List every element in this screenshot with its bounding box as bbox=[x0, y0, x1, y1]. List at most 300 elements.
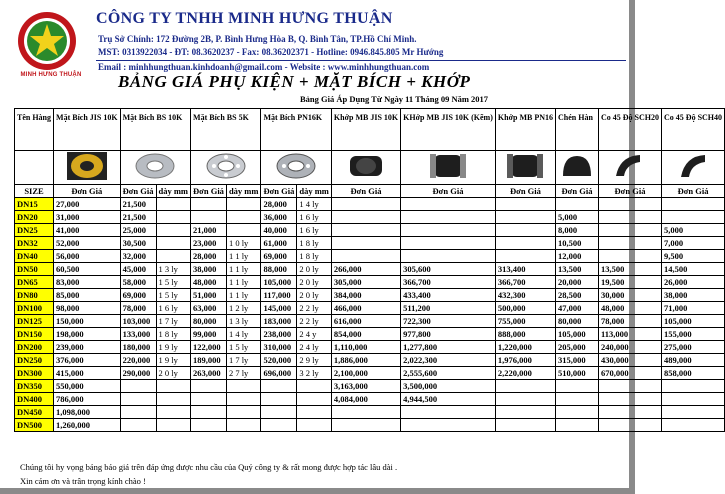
price-cell: 7,000 bbox=[662, 237, 725, 250]
sub-header-size: SIZE bbox=[15, 185, 54, 198]
thickness-cell bbox=[226, 211, 261, 224]
price-cell bbox=[495, 406, 555, 419]
thickness-cell: 1 1 ly bbox=[226, 276, 261, 289]
sub-header-row bbox=[15, 185, 725, 198]
price-cell: 489,000 bbox=[662, 354, 725, 367]
price-cell: 376,000 bbox=[54, 354, 121, 367]
size-cell: DN150 bbox=[15, 328, 54, 341]
price-cell: 99,000 bbox=[191, 328, 227, 341]
price-table bbox=[14, 108, 725, 432]
price-cell: 670,000 bbox=[599, 367, 662, 380]
company-email: Email : minhhungthuan.kinhdoanh@gmail.com - Website : www.minhhungthuan.com bbox=[98, 62, 430, 72]
price-cell: 40,000 bbox=[261, 224, 297, 237]
price-cell: 80,000 bbox=[556, 315, 599, 328]
price-cell: 2,555,600 bbox=[401, 367, 496, 380]
price-cell: 1,260,000 bbox=[54, 419, 121, 432]
price-cell bbox=[662, 380, 725, 393]
price-cell bbox=[495, 237, 555, 250]
price-cell bbox=[191, 393, 227, 406]
price-cell bbox=[599, 237, 662, 250]
thickness-cell: 1 9 ly bbox=[156, 341, 191, 354]
price-cell: 183,000 bbox=[261, 315, 297, 328]
company-contact: MST: 0313922034 - ĐT: 08.3620237 - Fax: 08.36202371 - Hotline: 0946.845.805 Mr Hướng bbox=[98, 47, 444, 57]
col-header-khop-jis10k-kem: KHớp MB JIS 10K (Kẽm) bbox=[401, 109, 496, 151]
thickness-cell bbox=[226, 393, 261, 406]
price-cell: 5,000 bbox=[556, 211, 599, 224]
table-row bbox=[15, 224, 725, 237]
thickness-cell bbox=[226, 406, 261, 419]
table-row bbox=[15, 380, 725, 393]
sub-header: dày mm bbox=[156, 185, 191, 198]
thickness-cell: 1 4 ly bbox=[226, 328, 261, 341]
price-cell bbox=[331, 406, 400, 419]
price-cell bbox=[261, 393, 297, 406]
price-cell bbox=[401, 406, 496, 419]
price-cell: 205,000 bbox=[556, 341, 599, 354]
price-cell: 36,000 bbox=[261, 211, 297, 224]
thickness-cell: 1 4 ly bbox=[297, 198, 332, 211]
price-cell bbox=[599, 198, 662, 211]
weld-cap-image bbox=[556, 151, 599, 185]
size-cell: DN100 bbox=[15, 302, 54, 315]
price-cell: 305,600 bbox=[401, 263, 496, 276]
price-cell: 83,000 bbox=[54, 276, 121, 289]
price-cell: 51,000 bbox=[191, 289, 227, 302]
price-cell: 60,500 bbox=[54, 263, 121, 276]
price-cell: 30,500 bbox=[120, 237, 156, 250]
price-cell bbox=[599, 250, 662, 263]
price-cell: 105,000 bbox=[662, 315, 725, 328]
col-header-pn16k: Mặt Bích PN16K bbox=[261, 109, 331, 151]
sub-header: Đơn Giá bbox=[599, 185, 662, 198]
price-rows bbox=[15, 198, 725, 432]
price-cell bbox=[495, 393, 555, 406]
price-cell: 80,000 bbox=[191, 315, 227, 328]
product-image-row bbox=[15, 151, 725, 185]
image-cell-blank bbox=[15, 151, 54, 185]
price-cell bbox=[599, 211, 662, 224]
price-cell: 150,000 bbox=[54, 315, 121, 328]
sub-header: Đơn Giá bbox=[261, 185, 297, 198]
price-cell: 180,000 bbox=[120, 341, 156, 354]
thickness-cell bbox=[226, 419, 261, 432]
price-cell: 384,000 bbox=[331, 289, 400, 302]
price-cell: 696,000 bbox=[261, 367, 297, 380]
joint-jis10k-kem-image bbox=[401, 151, 496, 185]
price-cell: 500,000 bbox=[495, 302, 555, 315]
price-cell: 1,277,800 bbox=[401, 341, 496, 354]
thickness-cell: 2 9 ly bbox=[297, 354, 332, 367]
thickness-cell: 1 1 ly bbox=[226, 263, 261, 276]
price-cell: 310,000 bbox=[261, 341, 297, 354]
thickness-cell: 1 7 ly bbox=[226, 354, 261, 367]
price-cell bbox=[495, 224, 555, 237]
size-cell: DN400 bbox=[15, 393, 54, 406]
price-cell: 122,000 bbox=[191, 341, 227, 354]
table-row bbox=[15, 250, 725, 263]
table-row bbox=[15, 419, 725, 432]
price-cell: 28,500 bbox=[556, 289, 599, 302]
table-row bbox=[15, 302, 725, 315]
price-cell: 20,000 bbox=[556, 276, 599, 289]
price-cell: 25,000 bbox=[120, 224, 156, 237]
sub-header: dày mm bbox=[297, 185, 332, 198]
sub-header: Đơn Giá bbox=[120, 185, 156, 198]
size-cell: DN350 bbox=[15, 380, 54, 393]
price-cell: 21,500 bbox=[120, 211, 156, 224]
price-cell bbox=[191, 380, 227, 393]
thickness-cell: 2 2 ly bbox=[297, 302, 332, 315]
thickness-cell bbox=[156, 250, 191, 263]
price-cell: 21,500 bbox=[120, 198, 156, 211]
price-cell: 263,000 bbox=[191, 367, 227, 380]
price-cell: 3,163,000 bbox=[331, 380, 400, 393]
table-row bbox=[15, 211, 725, 224]
price-cell: 238,000 bbox=[261, 328, 297, 341]
price-cell: 366,700 bbox=[401, 276, 496, 289]
price-cell: 105,000 bbox=[261, 276, 297, 289]
price-cell bbox=[261, 419, 297, 432]
thickness-cell: 1 7 ly bbox=[156, 315, 191, 328]
col-header-co45-sch40: Co 45 Độ SCH40 bbox=[662, 109, 725, 151]
thickness-cell: 2 2 ly bbox=[297, 315, 332, 328]
price-cell: 313,400 bbox=[495, 263, 555, 276]
price-cell bbox=[599, 419, 662, 432]
price-cell: 520,000 bbox=[261, 354, 297, 367]
price-cell: 266,000 bbox=[331, 263, 400, 276]
col-header-khop-jis10k: Khớp MB JIS 10K bbox=[331, 109, 400, 151]
thickness-cell: 2 4 ly bbox=[297, 341, 332, 354]
size-cell: DN25 bbox=[15, 224, 54, 237]
table-row bbox=[15, 276, 725, 289]
thickness-cell bbox=[156, 406, 191, 419]
price-cell: 8,000 bbox=[556, 224, 599, 237]
table-row bbox=[15, 315, 725, 328]
size-cell: DN450 bbox=[15, 406, 54, 419]
thickness-cell: 1 0 ly bbox=[226, 237, 261, 250]
elbow-sch20-image bbox=[599, 151, 662, 185]
company-address: Trụ Sở Chính: 172 Đường 2B, P. Bình Hưng Hòa B, Q. Bình Tân, TP.Hồ Chí Minh. bbox=[98, 34, 417, 44]
price-cell: 10,500 bbox=[556, 237, 599, 250]
thickness-cell: 1 6 ly bbox=[297, 224, 332, 237]
size-cell: DN250 bbox=[15, 354, 54, 367]
col-header-co45-sch20: Co 45 Độ SCH20 bbox=[599, 109, 662, 151]
size-cell: DN200 bbox=[15, 341, 54, 354]
price-cell bbox=[261, 380, 297, 393]
price-cell: 240,000 bbox=[599, 341, 662, 354]
price-cell: 23,000 bbox=[191, 237, 227, 250]
size-cell: DN65 bbox=[15, 276, 54, 289]
footer-note: Chúng tôi hy vọng bảng báo giá trên đáp ứng được nhu cầu của Quý công ty & rất mong được hợp tác lâu dài . bbox=[20, 462, 398, 472]
price-cell bbox=[401, 250, 496, 263]
price-cell bbox=[331, 198, 400, 211]
price-cell bbox=[191, 419, 227, 432]
thickness-cell: 1 8 ly bbox=[156, 328, 191, 341]
price-cell: 69,000 bbox=[120, 289, 156, 302]
price-cell: 133,000 bbox=[120, 328, 156, 341]
price-cell bbox=[599, 406, 662, 419]
price-cell: 786,000 bbox=[54, 393, 121, 406]
thickness-cell: 1 8 ly bbox=[297, 250, 332, 263]
price-cell: 366,700 bbox=[495, 276, 555, 289]
effective-date: Bảng Giá Áp Dụng Từ Ngày 11 Tháng 09 Năm 2017 bbox=[300, 94, 489, 104]
col-header-bs5k: Mặt Bích BS 5K bbox=[191, 109, 261, 151]
price-cell: 888,000 bbox=[495, 328, 555, 341]
price-cell: 85,000 bbox=[54, 289, 121, 302]
thickness-cell: 3 2 ly bbox=[297, 367, 332, 380]
company-logo bbox=[14, 10, 80, 82]
elbow-sch40-image bbox=[662, 151, 725, 185]
table-row bbox=[15, 263, 725, 276]
price-cell: 27,000 bbox=[54, 198, 121, 211]
thickness-cell: 1 1 ly bbox=[226, 250, 261, 263]
price-cell: 1,098,000 bbox=[54, 406, 121, 419]
price-cell: 61,000 bbox=[261, 237, 297, 250]
thickness-cell bbox=[156, 419, 191, 432]
price-cell bbox=[331, 237, 400, 250]
price-cell: 56,000 bbox=[54, 250, 121, 263]
thickness-cell: 1 3 ly bbox=[156, 263, 191, 276]
price-cell: 31,000 bbox=[54, 211, 121, 224]
thickness-cell: 1 5 ly bbox=[226, 341, 261, 354]
thickness-cell bbox=[156, 237, 191, 250]
price-cell: 511,200 bbox=[401, 302, 496, 315]
price-cell: 3,500,000 bbox=[401, 380, 496, 393]
price-cell: 38,000 bbox=[191, 263, 227, 276]
table-row bbox=[15, 367, 725, 380]
price-cell: 305,000 bbox=[331, 276, 400, 289]
price-cell bbox=[556, 393, 599, 406]
thickness-cell: 1 9 ly bbox=[156, 354, 191, 367]
price-cell: 63,000 bbox=[191, 302, 227, 315]
sub-header: Đơn Giá bbox=[191, 185, 227, 198]
sub-header: Đơn Giá bbox=[401, 185, 496, 198]
price-cell bbox=[191, 211, 227, 224]
price-cell: 48,000 bbox=[599, 302, 662, 315]
thickness-cell: 2 0 ly bbox=[297, 263, 332, 276]
thickness-cell: 1 2 ly bbox=[226, 302, 261, 315]
price-cell: 113,000 bbox=[599, 328, 662, 341]
thickness-cell: 2 4 y bbox=[297, 328, 332, 341]
thickness-cell: 1 8 ly bbox=[297, 237, 332, 250]
price-cell: 78,000 bbox=[120, 302, 156, 315]
price-cell bbox=[331, 211, 400, 224]
price-cell: 52,000 bbox=[54, 237, 121, 250]
size-cell: DN50 bbox=[15, 263, 54, 276]
price-cell: 117,000 bbox=[261, 289, 297, 302]
price-cell: 1,220,000 bbox=[495, 341, 555, 354]
price-cell: 854,000 bbox=[331, 328, 400, 341]
thickness-cell bbox=[156, 224, 191, 237]
header-divider bbox=[96, 60, 626, 61]
thickness-cell: 2 0 ly bbox=[156, 367, 191, 380]
star-logo-icon bbox=[14, 10, 80, 72]
table-row bbox=[15, 354, 725, 367]
price-cell: 12,000 bbox=[556, 250, 599, 263]
thickness-cell bbox=[297, 393, 332, 406]
thickness-cell bbox=[226, 380, 261, 393]
sub-header: Đơn Giá bbox=[662, 185, 725, 198]
price-cell: 26,000 bbox=[662, 276, 725, 289]
price-cell: 510,000 bbox=[556, 367, 599, 380]
thickness-cell bbox=[156, 380, 191, 393]
thickness-cell bbox=[297, 419, 332, 432]
price-cell: 13,500 bbox=[556, 263, 599, 276]
table-row bbox=[15, 406, 725, 419]
price-cell bbox=[662, 211, 725, 224]
table-row bbox=[15, 393, 725, 406]
price-cell: 858,000 bbox=[662, 367, 725, 380]
price-cell bbox=[495, 380, 555, 393]
price-cell: 58,000 bbox=[120, 276, 156, 289]
table-row bbox=[15, 328, 725, 341]
price-cell bbox=[495, 211, 555, 224]
page-title: BẢNG GIÁ PHỤ KIỆN + MẶT BÍCH + KHỚP bbox=[118, 72, 471, 91]
joint-jis10k-image bbox=[331, 151, 400, 185]
price-cell: 41,000 bbox=[54, 224, 121, 237]
price-cell: 4,084,000 bbox=[331, 393, 400, 406]
price-cell bbox=[261, 406, 297, 419]
table-row bbox=[15, 237, 725, 250]
price-cell: 616,000 bbox=[331, 315, 400, 328]
price-cell: 69,000 bbox=[261, 250, 297, 263]
thickness-cell bbox=[226, 224, 261, 237]
price-cell: 30,000 bbox=[599, 289, 662, 302]
size-cell: DN500 bbox=[15, 419, 54, 432]
company-name: CÔNG TY TNHH MINH HƯNG THUẬN bbox=[96, 10, 393, 27]
price-cell: 145,000 bbox=[261, 302, 297, 315]
price-cell bbox=[401, 211, 496, 224]
price-cell: 2,220,000 bbox=[495, 367, 555, 380]
table-header-row bbox=[15, 109, 725, 151]
price-cell: 977,800 bbox=[401, 328, 496, 341]
price-cell: 103,000 bbox=[120, 315, 156, 328]
price-cell bbox=[401, 419, 496, 432]
sub-header: dày mm bbox=[226, 185, 261, 198]
thickness-cell: 1 6 ly bbox=[156, 302, 191, 315]
thickness-cell: 2 7 ly bbox=[226, 367, 261, 380]
thickness-cell: 1 5 ly bbox=[156, 289, 191, 302]
price-cell: 550,000 bbox=[54, 380, 121, 393]
price-cell: 38,000 bbox=[662, 289, 725, 302]
price-cell: 2,100,000 bbox=[331, 367, 400, 380]
price-cell bbox=[599, 380, 662, 393]
price-cell: 45,000 bbox=[120, 263, 156, 276]
sub-header: Đơn Giá bbox=[556, 185, 599, 198]
price-cell: 5,000 bbox=[662, 224, 725, 237]
thickness-cell bbox=[226, 198, 261, 211]
price-cell: 105,000 bbox=[556, 328, 599, 341]
price-cell: 2,022,300 bbox=[401, 354, 496, 367]
price-cell bbox=[191, 198, 227, 211]
price-cell bbox=[120, 406, 156, 419]
logo-caption: MINH HƯNG THUẬN bbox=[20, 72, 82, 78]
price-cell: 32,000 bbox=[120, 250, 156, 263]
col-header-jis10k: Mặt Bích JIS 10K bbox=[54, 109, 121, 151]
price-cell bbox=[120, 419, 156, 432]
price-cell bbox=[662, 419, 725, 432]
price-cell bbox=[556, 419, 599, 432]
price-cell bbox=[556, 198, 599, 211]
size-cell: DN125 bbox=[15, 315, 54, 328]
price-cell: 47,000 bbox=[556, 302, 599, 315]
price-cell bbox=[662, 406, 725, 419]
table-row bbox=[15, 341, 725, 354]
size-cell: DN15 bbox=[15, 198, 54, 211]
size-cell: DN40 bbox=[15, 250, 54, 263]
price-cell: 98,000 bbox=[54, 302, 121, 315]
flange-steel-image bbox=[120, 151, 190, 185]
thickness-cell bbox=[156, 198, 191, 211]
thickness-cell: 2 0 ly bbox=[297, 289, 332, 302]
price-cell bbox=[599, 393, 662, 406]
price-cell: 1,976,000 bbox=[495, 354, 555, 367]
col-header-chen-han: Chén Hàn bbox=[556, 109, 599, 151]
price-cell: 19,500 bbox=[599, 276, 662, 289]
price-cell: 432,300 bbox=[495, 289, 555, 302]
price-cell bbox=[120, 393, 156, 406]
price-cell: 21,000 bbox=[191, 224, 227, 237]
thickness-cell: 1 5 ly bbox=[156, 276, 191, 289]
price-cell bbox=[662, 393, 725, 406]
size-cell: DN20 bbox=[15, 211, 54, 224]
price-cell: 415,000 bbox=[54, 367, 121, 380]
price-cell bbox=[401, 198, 496, 211]
footer-thanks: Xin cám ơn và trân trọng kính chào ! bbox=[20, 476, 146, 486]
price-cell bbox=[331, 224, 400, 237]
price-cell bbox=[495, 419, 555, 432]
thickness-cell bbox=[297, 380, 332, 393]
thickness-cell bbox=[297, 406, 332, 419]
joint-pn16-image bbox=[495, 151, 555, 185]
thickness-cell: 1 3 ly bbox=[226, 315, 261, 328]
price-cell bbox=[120, 380, 156, 393]
price-cell: 315,000 bbox=[556, 354, 599, 367]
price-cell: 1,110,000 bbox=[331, 341, 400, 354]
price-cell: 78,000 bbox=[599, 315, 662, 328]
price-cell bbox=[331, 250, 400, 263]
size-cell: DN80 bbox=[15, 289, 54, 302]
thickness-cell bbox=[156, 211, 191, 224]
sub-header: Đơn Giá bbox=[331, 185, 400, 198]
price-cell: 13,500 bbox=[599, 263, 662, 276]
price-cell bbox=[662, 198, 725, 211]
thickness-cell: 2 0 ly bbox=[297, 276, 332, 289]
thickness-cell: 1 1 ly bbox=[226, 289, 261, 302]
flange-bs5k-image bbox=[191, 151, 261, 185]
thickness-cell bbox=[156, 393, 191, 406]
size-cell: DN32 bbox=[15, 237, 54, 250]
price-cell: 220,000 bbox=[120, 354, 156, 367]
price-cell: 88,000 bbox=[261, 263, 297, 276]
price-cell: 28,000 bbox=[191, 250, 227, 263]
price-cell: 430,000 bbox=[599, 354, 662, 367]
price-cell bbox=[556, 380, 599, 393]
flange-pn16-image bbox=[261, 151, 331, 185]
size-cell: DN300 bbox=[15, 367, 54, 380]
thickness-cell: 1 6 ly bbox=[297, 211, 332, 224]
col-header-bs10k: Mặt Bích BS 10K bbox=[120, 109, 190, 151]
sub-header: Đơn Giá bbox=[495, 185, 555, 198]
price-cell: 290,000 bbox=[120, 367, 156, 380]
price-cell: 71,000 bbox=[662, 302, 725, 315]
price-cell: 1,886,000 bbox=[331, 354, 400, 367]
price-cell bbox=[401, 237, 496, 250]
price-cell: 14,500 bbox=[662, 263, 725, 276]
price-cell: 466,000 bbox=[331, 302, 400, 315]
price-cell bbox=[556, 406, 599, 419]
price-cell: 189,000 bbox=[191, 354, 227, 367]
